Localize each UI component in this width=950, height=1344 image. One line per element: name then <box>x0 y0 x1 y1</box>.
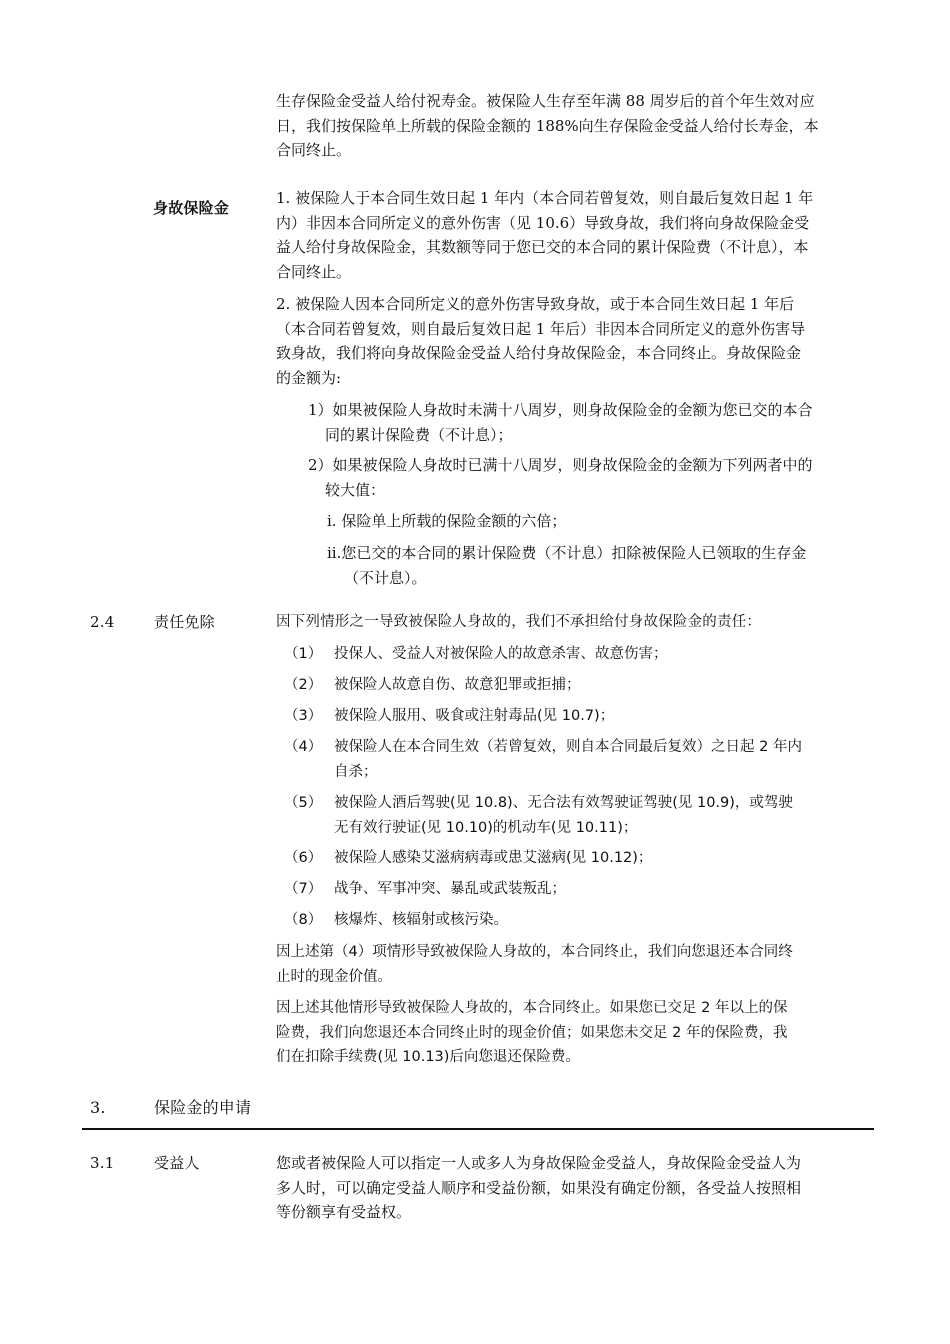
item-number: （6） <box>284 850 323 866</box>
intro-line: 生存保险金受益人给付祝寿金。被保险人生存至年满 88 周岁后的首个年生效对应 <box>276 92 815 110</box>
chapter-divider <box>82 1128 874 1130</box>
roman2-line: ii.您已交的本合同的累计保险费（不计息）扣除被保险人已领取的生存金 <box>327 544 807 562</box>
roman1-line: i. 保险单上所载的保险金额的六倍； <box>327 512 567 530</box>
sub1-line: 同的累计保险费（不计息）； <box>325 425 513 444</box>
item-text: 投保人、受益人对被保险人的故意杀害、故意伤害； <box>334 646 668 662</box>
exclusion-item <box>276 908 868 933</box>
exclusion-note-2 <box>276 996 868 1070</box>
item-text: 战争、军事冲突、暴乱或武装叛乱； <box>334 881 566 897</box>
chapter-title: 保险金的申请 <box>154 1098 252 1117</box>
chapter-number: 3. <box>90 1098 106 1117</box>
item-number: （4） <box>284 739 323 755</box>
item-number: （8） <box>284 912 323 928</box>
sub2-line: 2）如果被保险人身故时已满十八周岁，则身故保险金的金额为下列两者中的 <box>308 456 813 474</box>
exclusion-item <box>276 791 868 841</box>
item-text: 核爆炸、核辐射或核污染。 <box>334 912 508 928</box>
section-title: 受益人 <box>154 1154 200 1172</box>
intro-line: 合同终止。 <box>276 141 352 159</box>
section-number: 3.1 <box>90 1154 115 1172</box>
note1-line: 止时的现金价值。 <box>276 968 392 985</box>
item-text: 被保险人故意自伤、故意犯罪或拒捕； <box>334 677 581 693</box>
intro-paragraph <box>276 89 868 163</box>
item-text: 自杀； <box>334 764 378 780</box>
death-benefit-heading: 身故保险金 <box>153 199 230 217</box>
exclusion-item <box>276 673 868 698</box>
section-number: 2.4 <box>90 613 115 631</box>
beneficiary-line: 多人时，可以确定受益人顺序和受益份额，如果没有确定份额，各受益人按照相 <box>276 1178 802 1197</box>
exclusion-item <box>276 704 868 729</box>
beneficiary-line: 等份额享有受益权。 <box>276 1203 412 1221</box>
item-number: （2） <box>284 677 323 693</box>
note2-line: 们在扣除手续费(见 10.13)后向您退还保险费。 <box>276 1049 580 1065</box>
item-number: （7） <box>284 881 323 897</box>
beneficiary-paragraph <box>276 1151 868 1225</box>
sub-item-2 <box>308 453 868 502</box>
note2-line: 险费，我们向您退还本合同终止时的现金价值；如果您未交足 2 年的保险费，我 <box>276 1024 788 1041</box>
note2-line: 因上述其他情形导致被保险人身故的，本合同终止。如果您已交足 2 年以上的保 <box>276 1000 788 1016</box>
p1-line: 内）非因本合同所定义的意外伤害（见 10.6）导致身故，我们将向身故保险金受 <box>276 213 810 232</box>
item-number: （3） <box>284 708 323 724</box>
exclusion-item <box>276 877 868 902</box>
item-text: 被保险人在本合同生效（若曾复效，则自本合同最后复效）之日起 2 年内 <box>334 739 802 755</box>
p1-line: 1. 被保险人于本合同生效日起 1 年内（本合同若曾复效，则自最后复效日起 1 年 <box>276 189 814 207</box>
item-number: （1） <box>284 646 323 662</box>
exclusion-lead: 因下列情形之一导致被保险人身故的，我们不承担给付身故保险金的责任： <box>276 614 762 630</box>
section-title: 责任免除 <box>154 613 215 631</box>
exclusion-note-1 <box>276 940 868 989</box>
p1-line: 益人给付身故保险金，其数额等同于您已交的本合同的累计保险费（不计息），本 <box>276 238 809 256</box>
sub2-line: 较大值： <box>325 480 386 499</box>
sub-item-1 <box>308 398 868 447</box>
note1-line: 因上述第（4）项情形导致被保险人身故的，本合同终止，我们向您退还本合同终 <box>276 944 793 960</box>
item-text: 被保险人感染艾滋病病毒或患艾滋病(见 10.12)； <box>334 850 653 866</box>
item-text: 被保险人服用、吸食或注射毒品(见 10.7)； <box>334 708 615 724</box>
item-number: （5） <box>284 795 323 811</box>
p1-line: 合同终止。 <box>276 262 352 281</box>
death-benefit-p1 <box>276 186 868 284</box>
item-text: 被保险人酒后驾驶(见 10.8)、无合法有效驾驶证驾驶(见 10.9)，或驾驶 <box>334 795 793 811</box>
exclusion-item <box>276 642 868 667</box>
p2-line: （本合同若曾复效，则自最后复效日起 1 年后）非因本合同所定义的意外伤害导 <box>276 319 806 338</box>
p2-line: 的金额为: <box>276 368 342 387</box>
item-text: 无有效行驶证(见 10.10)的机动车(见 10.11)； <box>334 820 638 836</box>
roman-item-2 <box>327 541 868 590</box>
roman-item-1 <box>327 509 868 534</box>
p2-line: 致身故，我们将向身故保险金受益人给付身故保险金，本合同终止。身故保险金 <box>276 344 802 362</box>
exclusion-item <box>276 735 868 785</box>
sub1-line: 1）如果被保险人身故时未满十八周岁，则身故保险金的金额为您已交的本合 <box>308 401 813 419</box>
death-benefit-p2 <box>276 292 868 390</box>
roman2-line: （不计息）。 <box>344 568 427 587</box>
exclusion-item <box>276 846 868 871</box>
intro-line: 日，我们按保险单上所载的保险金额的 188%向生存保险金受益人给付长寿金，本 <box>276 116 819 135</box>
p2-line: 2. 被保险人因本合同所定义的意外伤害导致身故，或于本合同生效日起 1 年后 <box>276 295 795 313</box>
beneficiary-line: 您或者被保险人可以指定一人或多人为身故保险金受益人，身故保险金受益人为 <box>276 1154 802 1172</box>
